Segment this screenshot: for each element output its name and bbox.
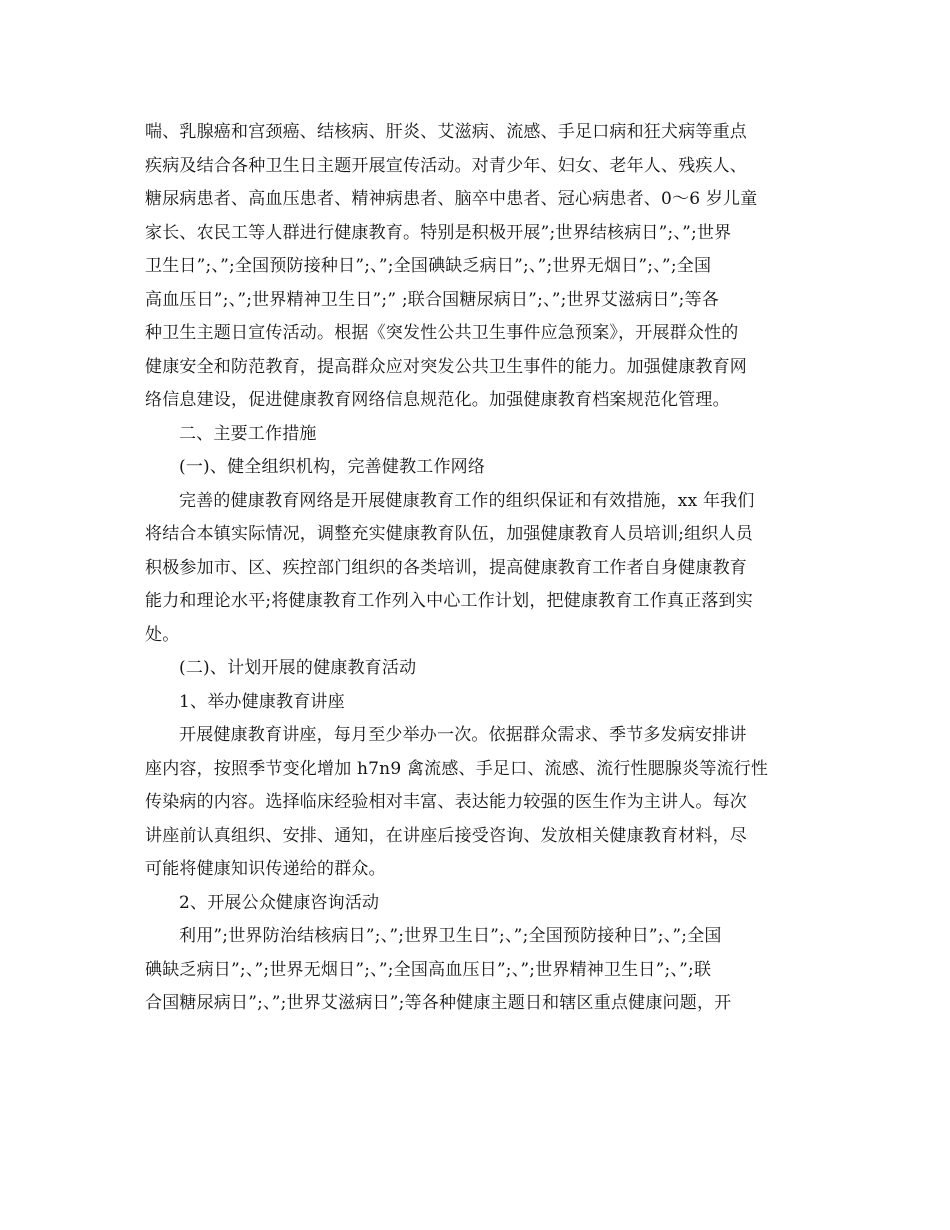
text-line: 积极参加市、区、疾控部门组织的各类培训，提高健康教育工作者自身健康教育 — [145, 557, 747, 578]
text-line: 二、主要工作措施 — [179, 423, 317, 444]
text-line: 2、开展公众健康咨询活动 — [179, 892, 380, 913]
text-line: 将结合本镇实际情况，调整充实健康教育队伍，加强健康教育人员培训;组织人员 — [145, 524, 753, 544]
text-line: 高血压日”;、”;世界精神卫生日”;” ;联合国糖尿病日”;、”;世界艾滋病日”;等各 — [145, 289, 719, 310]
text-line: 碘缺乏病日”;、”;世界无烟日”;、”;全国高血压日”;、”;世界精神卫生日”;、”;联 — [145, 959, 712, 980]
text-line: 合国糖尿病日”;、”;世界艾滋病日”;等各种健康主题日和辖区重点健康问题，开 — [145, 993, 732, 1013]
item-heading-consultation — [145, 887, 815, 921]
text-line: 传染病的内容。选择临床经验相对丰富、表达能力较强的医生作为主讲人。每次 — [145, 792, 747, 812]
text-line: 讲座前认真组织、安排、通知，在讲座后接受咨询、发放相关健康教育材料，尽 — [145, 825, 747, 846]
text-line: 糖尿病患者、高血压患者、精神病患者、脑卒中患者、冠心病患者、0～6 岁儿童 — [145, 189, 758, 209]
text-line: 卫生日”;、”;全国预防接种日”;、”;全国碘缺乏病日”;、”;世界无烟日”;、”;全国 — [145, 256, 712, 276]
subsection-heading-planned-activities — [145, 652, 815, 686]
section-heading-main-measures — [145, 418, 815, 452]
text-line: 开展健康教育讲座，每月至少举办一次。依据群众需求、季节多发病安排讲 — [179, 725, 747, 745]
text-line: 1、举办健康教育讲座 — [179, 691, 345, 712]
text-line: 喘、乳腺癌和宫颈癌、结核病、肝炎、艾滋病、流感、手足口病和狂犬病等重点 — [145, 122, 747, 142]
paragraph-lectures — [145, 719, 815, 887]
text-line: 完善的健康教育网络是开展健康教育工作的组织保证和有效措施，xx 年我们 — [179, 490, 755, 511]
item-heading-lectures — [145, 686, 815, 720]
text-line: (二)、计划开展的健康教育活动 — [179, 658, 417, 678]
text-line: 种卫生主题日宣传活动。根据《突发性公共卫生事件应急预案》，开展群众性的 — [145, 323, 739, 343]
text-line: 健康安全和防范教育，提高群众应对突发公共卫生事件的能力。加强健康教育网 — [145, 356, 747, 377]
text-line: 能力和理论水平;将健康教育工作列入中心工作计划，把健康教育工作真正落到实 — [145, 591, 753, 611]
paragraph-consultation — [145, 920, 815, 1021]
paragraph-disease-publicity — [145, 116, 815, 418]
text-line: 利用”;世界防治结核病日”;、”;世界卫生日”;、”;全国预防接种日”;、”;全国 — [179, 926, 722, 946]
text-line: 疾病及结合各种卫生日主题开展宣传活动。对青少年、妇女、老年人、残疾人、 — [145, 155, 747, 176]
text-line: 家长、农民工等人群进行健康教育。特别是积极开展”;世界结核病日”;、”;世界 — [145, 222, 732, 243]
text-line: 络信息建设，促进健康教育网络信息规范化。加强健康教育档案规范化管理。 — [145, 390, 730, 410]
text-line: 可能将健康知识传递给的群众。 — [145, 859, 386, 879]
text-line: (一)、健全组织机构，完善健教工作网络 — [179, 457, 486, 477]
subsection-heading-organization — [145, 451, 815, 485]
document-body — [145, 116, 815, 1021]
paragraph-education-network — [145, 485, 815, 653]
text-line: 座内容，按照季节变化增加 h7n9 禽流感、手足口、流感、流行性腮腺炎等流行性 — [145, 758, 769, 779]
text-line: 处。 — [145, 624, 180, 645]
